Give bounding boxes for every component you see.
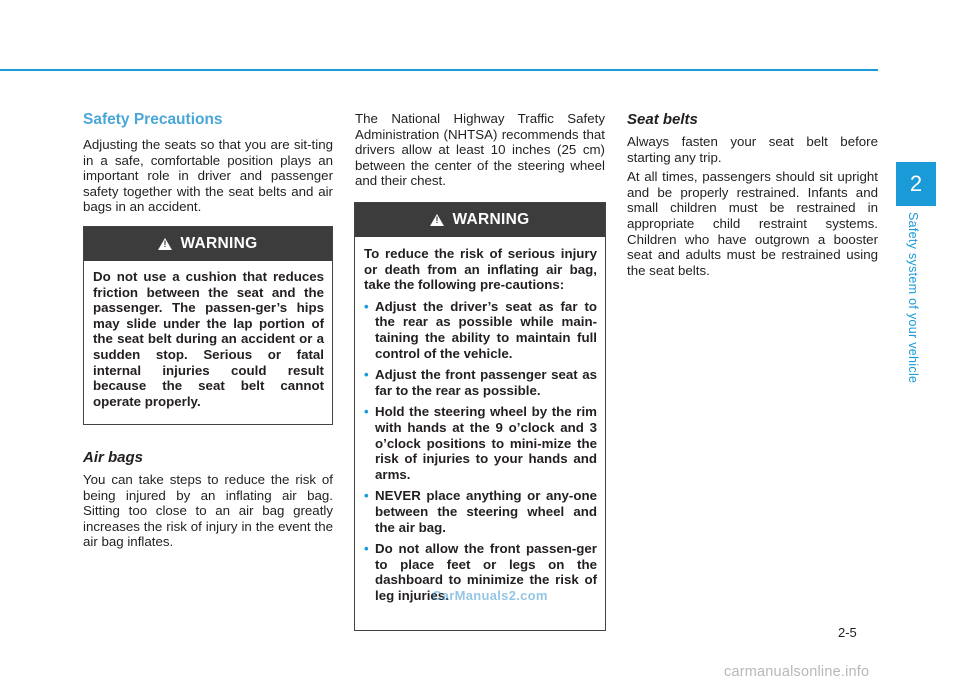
page-number: 2-5 bbox=[838, 625, 857, 640]
warning-triangle-icon bbox=[430, 214, 444, 226]
safety-precautions-text: Adjusting the seats so that you are sit-ting in a safe, comfortable position plays an important role in driver and passenger safety together with the seat belts and air bags in an accident. bbox=[83, 137, 333, 215]
chapter-number: 2 bbox=[909, 171, 923, 196]
warning-title: WARNING bbox=[180, 235, 258, 252]
airbag-warning-intro: To reduce the risk of serious injury or death from an inflating air bag, take the following pre-cautions: bbox=[364, 246, 597, 293]
cushion-warning-box bbox=[83, 226, 333, 425]
left-column bbox=[83, 111, 333, 215]
cushion-warning-text: Do not use a cushion that reduces friction between the seat and the passenger. The passen-ger’s hips may slide under the lap portion of the seat belt during an accident or a sudden stop. Serious or fatal internal injuries could result because the seat belt cannot operate properly. bbox=[93, 269, 324, 409]
safety-precautions-heading: Safety Precautions bbox=[83, 111, 223, 128]
warning-header bbox=[84, 227, 332, 261]
seat-belts-paragraph-1: Always fasten your seat belt before starting any trip. bbox=[627, 134, 878, 165]
list-item: • Adjust the driver’s seat as far to the rear as possible while main-taining the ability to maintain full control of the vehicle. bbox=[364, 299, 597, 361]
top-rule bbox=[0, 69, 878, 71]
list-item: • Do not allow the front passen-ger to place feet or legs on the dashboard to minimize the risk of leg injuries. bbox=[364, 541, 597, 603]
warning-triangle-icon bbox=[158, 238, 172, 250]
airbags-text: You can take steps to reduce the risk of being injured by an inflating air bag. Sitting too close to an air bag greatly increases the risk of injury in the event the air bag inflates. bbox=[83, 472, 333, 550]
right-column bbox=[627, 111, 878, 278]
nhtsa-text: The National Highway Traffic Safety Administration (NHTSA) recommends that drivers allow at least 10 inches (25 cm) between the center of the steering wheel and their chest. bbox=[355, 111, 605, 189]
seat-belts-paragraph-2: At all times, passengers should sit upright and be properly restrained. Infants and small children must be restrained in appropriate child restraint systems. Children who have outgrown a booster seat and adults must be restrained using the seat belts. bbox=[627, 169, 878, 278]
warning-header bbox=[355, 203, 605, 237]
warning-title: WARNING bbox=[452, 211, 530, 228]
airbags-heading: Air bags bbox=[83, 449, 144, 466]
chapter-tab bbox=[896, 162, 936, 206]
middle-column bbox=[355, 111, 605, 189]
list-item: • NEVER place anything or any-one between the steering wheel and the air bag. bbox=[364, 488, 597, 535]
airbag-warning-box bbox=[354, 202, 606, 631]
chapter-title: Safety system of your vehicle bbox=[906, 212, 920, 384]
list-item: • Adjust the front passenger seat as far to the rear as possible. bbox=[364, 367, 597, 398]
footer-url[interactable]: carmanualsonline.info bbox=[724, 664, 870, 680]
precautions-list bbox=[364, 299, 597, 604]
warning-body bbox=[355, 237, 605, 603]
chapter-side-label bbox=[904, 212, 928, 402]
seat-belts-heading: Seat belts bbox=[627, 111, 698, 128]
list-item: • Hold the steering wheel by the rim with hands at the 9 o’clock and 3 o’clock positions to mini-mize the risk of injuries to your hands and arms. bbox=[364, 404, 597, 482]
warning-body bbox=[84, 261, 332, 409]
watermark: CarManuals2.com bbox=[432, 588, 548, 603]
airbags-section bbox=[83, 449, 333, 550]
